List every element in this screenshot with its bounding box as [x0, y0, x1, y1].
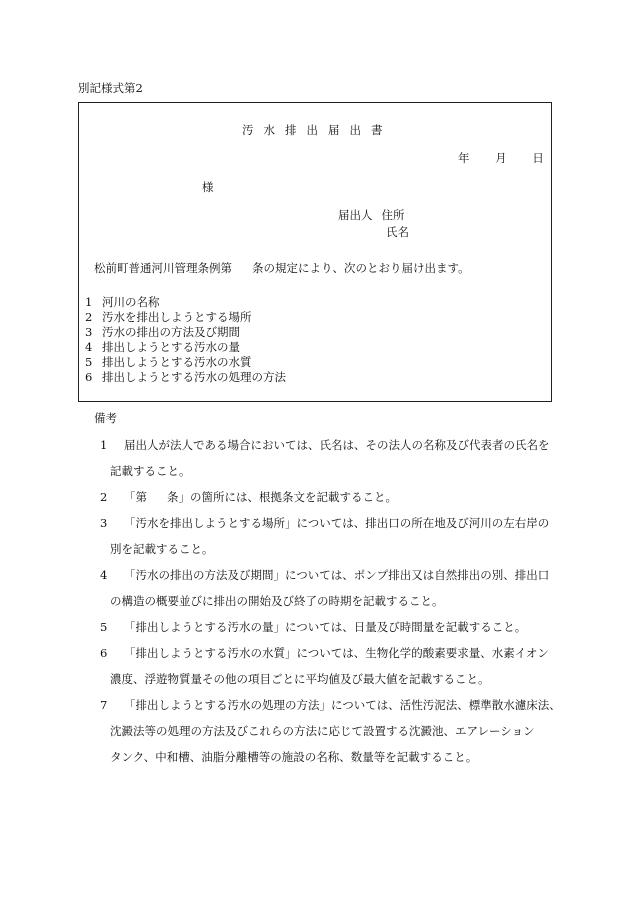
- item-number: 2: [85, 310, 93, 324]
- note-7: [100, 700, 561, 712]
- applicant-address-row: [338, 210, 405, 222]
- note-1-continuation: 記載すること。: [110, 464, 191, 478]
- item-text: 汚水を排出しようとする場所: [102, 310, 252, 324]
- item-number: 3: [85, 325, 93, 339]
- note-number: 5: [100, 620, 108, 634]
- item-number: 6: [85, 370, 93, 384]
- note-5: [100, 622, 526, 634]
- note-number: 6: [100, 646, 108, 660]
- item-text: 排出しようとする汚水の処理の方法: [102, 370, 286, 384]
- declaration-after: 条の規定により、次のとおり届け出ます。: [252, 261, 470, 275]
- form-label: 別記様式第2: [78, 81, 143, 95]
- recipient-honorific: 様: [202, 180, 214, 194]
- note-text: 「排出しようとする汚水の処理の方法」については、活性汚泥法、標準散水濾床法、: [124, 698, 561, 712]
- note-text-before: 「第: [124, 490, 147, 504]
- note-number: 3: [100, 516, 108, 530]
- note-text: 届出人が法人である場合においては、氏名は、その法人の名称及び代表者の氏名を: [124, 438, 550, 452]
- list-item: [85, 325, 286, 340]
- note-3-continuation: 別を記載すること。: [110, 542, 214, 556]
- applicant-label: 届出人: [338, 208, 373, 222]
- date-row: [458, 153, 544, 165]
- note-6: [100, 648, 549, 660]
- date-day-label: 日: [532, 151, 544, 165]
- list-item: [85, 310, 286, 325]
- note-text: 「排出しようとする汚水の水質」については、生物化学的酸素要求量、水素イオン: [124, 646, 549, 660]
- note-2: [100, 492, 397, 504]
- note-7-continuation: 沈澱法等の処理の方法及びこれらの方法に応じて設置する沈澱池、エアレーション: [110, 724, 535, 738]
- item-text: 排出しようとする汚水の量: [102, 340, 240, 354]
- note-number: 2: [100, 490, 108, 504]
- note-4-continuation: の構造の概要並びに排出の開始及び終了の時期を記載すること。: [110, 594, 444, 608]
- address-label: 住所: [381, 208, 405, 222]
- note-7-continuation: タンク、中和槽、油脂分離槽等の施設の名称、数量等を記載すること。: [110, 750, 478, 764]
- note-6-continuation: 濃度、浮遊物質量その他の項目ごとに平均値及び最大値を記載すること。: [110, 672, 490, 686]
- form-title: 汚水排出届出書: [242, 123, 393, 137]
- note-text: 「排出しようとする汚水の量」については、日量及び時間量を記載すること。: [124, 620, 527, 634]
- note-number: 1: [100, 438, 108, 452]
- list-item: [85, 355, 286, 370]
- note-3: [100, 518, 549, 530]
- declaration-before: 松前町普通河川管理条例第: [94, 261, 232, 275]
- notes-heading: 備考: [94, 411, 117, 425]
- item-number: 1: [85, 295, 93, 309]
- item-text: 河川の名称: [102, 295, 160, 309]
- name-label: 氏名: [386, 225, 409, 239]
- list-item: [85, 340, 286, 355]
- item-list: [85, 295, 286, 385]
- item-text: 汚水の排出の方法及び期間: [102, 325, 240, 339]
- list-item: [85, 295, 286, 310]
- date-year-label: 年: [458, 151, 470, 165]
- note-text: 「汚水の排出の方法及び期間」については、ポンプ排出又は自然排出の別、排出口: [124, 568, 550, 582]
- note-number: 4: [100, 568, 108, 582]
- note-4: [100, 570, 549, 582]
- declaration-sentence: [94, 263, 470, 275]
- note-text-after: 条」の箇所には、根拠条文を記載すること。: [167, 490, 397, 504]
- note-number: 7: [100, 698, 108, 712]
- item-number: 4: [85, 340, 93, 354]
- list-item: [85, 370, 286, 385]
- date-month-label: 月: [495, 151, 507, 165]
- item-number: 5: [85, 355, 93, 369]
- note-text: 「汚水を排出しようとする場所」については、排出口の所在地及び河川の左右岸の: [124, 516, 550, 530]
- item-text: 排出しようとする汚水の水質: [102, 355, 252, 369]
- note-1: [100, 440, 550, 452]
